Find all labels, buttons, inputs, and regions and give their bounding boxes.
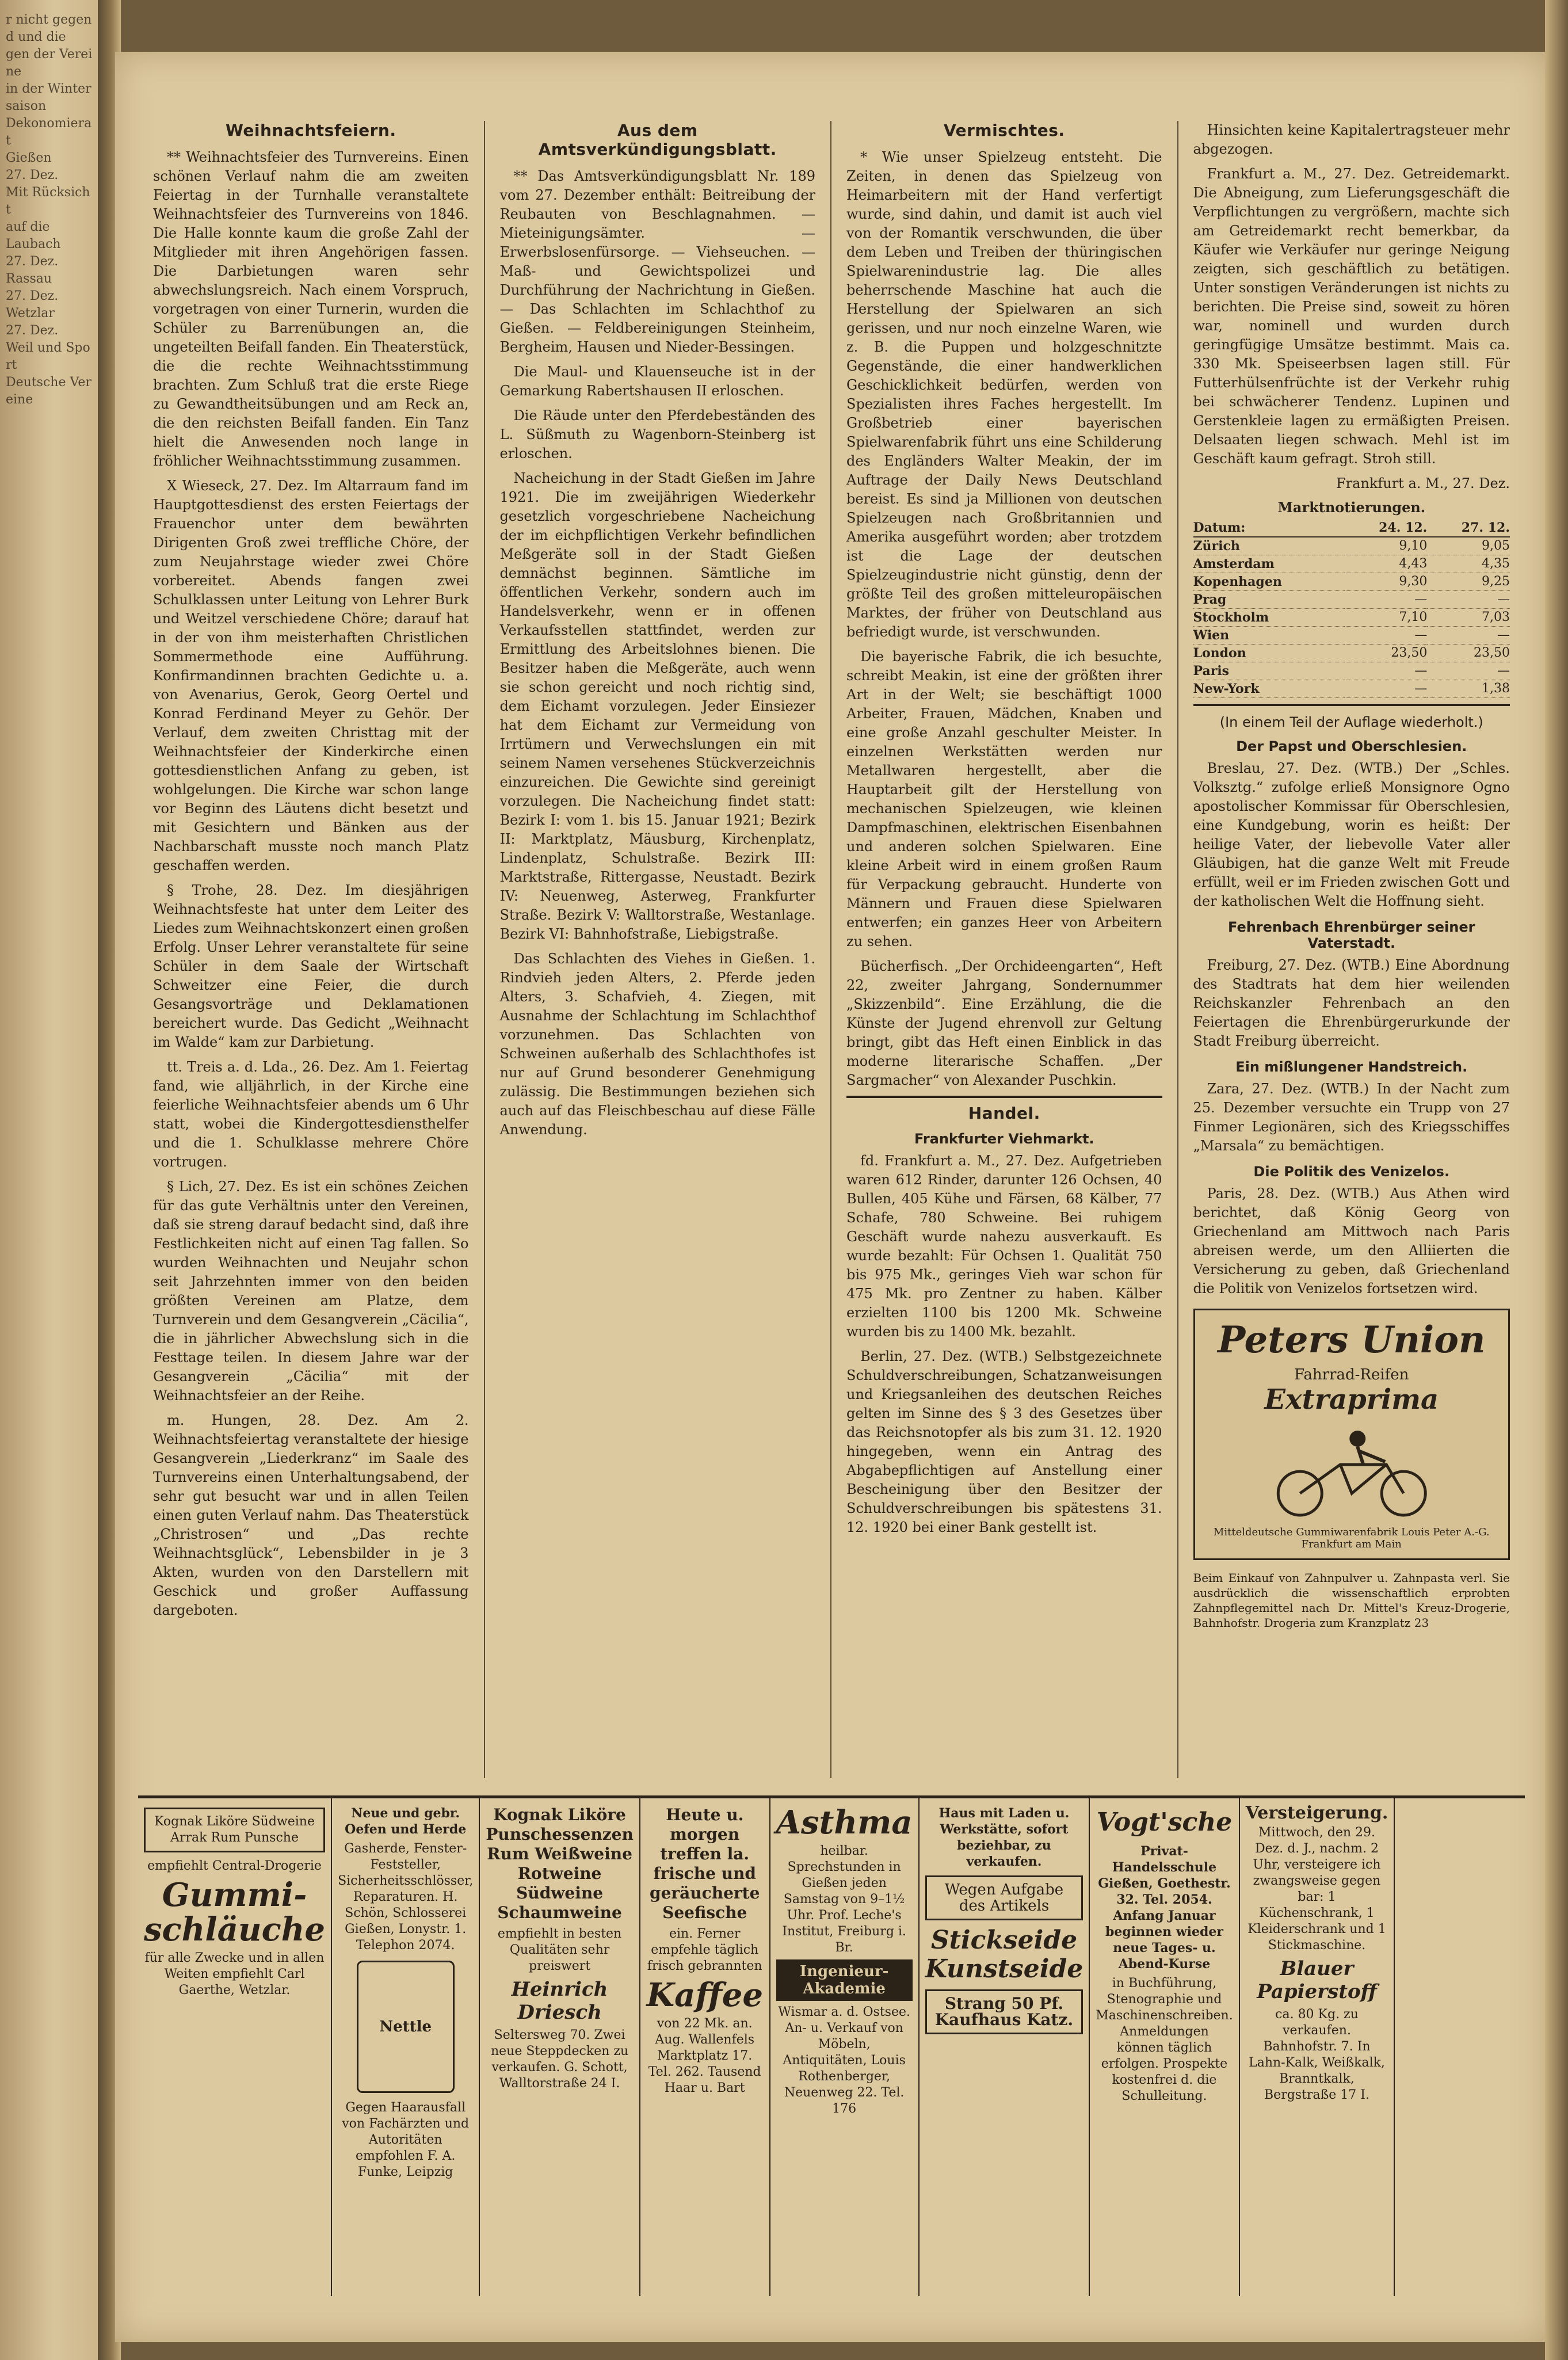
ad-text: Gasherde, Fenster-Feststeller, Sicherheitsschlösser, Reparaturen. H. Schön, Schlosserei Gießen, Lonystr. 1. Telephon 2074. [338, 1842, 474, 1953]
left-page-fragments: r nicht gegen d und die gen der Vereine in der Wintersaison Dekonomierat Gießen 27. Dez. Mit Rücksicht auf die Laubach 27. Dez. Rassau 27. Dez. Wetzlar 27. Dez. Weil und Sport Deutsche Vereine [6, 13, 93, 407]
table-cell: 1,38 [1427, 680, 1510, 698]
ad-headline: Asthma [776, 1804, 913, 1842]
table-cell: Paris [1193, 662, 1345, 680]
table-cell: Kopenhagen [1193, 573, 1345, 591]
table-row [1193, 573, 1510, 591]
article-paragraph: § Trohe, 28. Dez. Im diesjährigen Weihnachtsfeste hat unter dem Leiter des Liedes zum Weihnachtskonzert einen großen Erfolg. Unser Lehrer veranstaltete für seine Schüler in dem Saale der Wirtschaft Schweitzer eine Feier, die durch Gesangsvorträge und Deklamationen bereichert wurde. Das Gedicht „Weihnacht im Walde“ kam zur Darbietung. [153, 882, 469, 1050]
ad-small-text: in Buchführung, Stenographie und Maschinenschreiben. Anmeldungen können täglich erfolgen. Prospekte kostenfrei d. die Schulleitung. [1096, 1976, 1233, 2103]
section-heading: Der Papst und Oberschlesien. [1236, 738, 1467, 754]
ad-small-text: Wismar a. d. Ostsee. An- u. Verkauf von Möbeln, Antiquitäten, Louis Rothenberger, Neuenweg 22. Tel. 176 [778, 2005, 910, 2116]
handel-heading: Handel. [968, 1104, 1040, 1123]
market-dateline: Frankfurt a. M., 27. Dez. [1336, 475, 1510, 491]
table-row [1193, 609, 1510, 627]
article-paragraph: § Lich, 27. Dez. Es ist ein schönes Zeichen für das gute Verhältnis unter den Vereinen, daß sie streng darauf bedacht sind, daß ihre Festlichkeiten nicht auf einen Tag fallen. So wurden Weihnachten und Neujahr schon seit Jahrzehnten immer von den beiden größten Vereinen am Platze, dem Turnverein und dem Gesangverein „Cäcilia“, die in jährlicher Abwechslung sich in die Festtage teilen. In diesem Jahre war der Gesangverein „Cäcilia“ mit der Weihnachtsfeier an der Reihe. [153, 1179, 469, 1404]
article-paragraph: tt. Treis a. d. Lda., 26. Dez. Am 1. Feiertag fand, wie alljährlich, in der Kirche eine feierliche Weihnachtsfeier abends um 6 Uhr statt, wobei die Kindergottesdiensthelfer und die 1. Schulklasse mehrere Chöre vortrugen. [153, 1059, 469, 1170]
peters-union-ad [1193, 1309, 1510, 1560]
table-header: Datum: [1193, 519, 1345, 537]
column-heading: Weihnachtsfeiern. [226, 121, 396, 140]
ad-footer: Mitteldeutsche Gummiwarenfabrik Louis Peter A.-G. Frankfurt am Main [1213, 1526, 1490, 1550]
column-3 [831, 121, 1178, 1778]
ad-big-text: Kaffee [646, 1976, 763, 2014]
article-paragraph: Zara, 27. Dez. (WTB.) In der Nacht zum 25. Dezember versuchte ein Trupp von 27 Finmer Legionären, sich des Kriegsschiffes „Marsala“ zu bemächtigen. [1193, 1081, 1510, 1154]
table-cell: — [1345, 680, 1428, 698]
column-heading: Aus dem Amtsverkündigungsblatt. [538, 121, 777, 159]
newspaper-page [115, 52, 1548, 2342]
table-row [1193, 537, 1510, 555]
ad-headline: Vogt'sche [1096, 1808, 1233, 1837]
table-cell: 23,50 [1427, 645, 1510, 662]
ad-small-text: Strang 50 Pf. Kaufhaus Katz. [925, 1989, 1084, 2034]
article-paragraph: fd. Frankfurt a. M., 27. Dez. Aufgetrieben waren 612 Rinder, darunter 126 Ochsen, 40 Bullen, 405 Kühe und Färsen, 68 Kälber, 77 Schafe, 780 Schweine. Bei ruhigem Geschäft wurde nahezu ausverkauft. Es wurde bezahlt: Für Ochsen 1. Qualität 750 bis 975 Mk., geringes Vieh war schon für 475 Mk. pro Zentner zu haben. Kälber erzielten 1100 bis 1200 Mk. Schweine wurden bis zu 1400 Mk. bezahlt. [846, 1153, 1162, 1340]
ad-big-text: Gummi-schläuche [144, 1876, 326, 1949]
ad-text: ein. Ferner empfehle täglich frisch gebrannten [647, 1927, 762, 1973]
section-divider [846, 1096, 1162, 1098]
article-paragraph: Die Maul- und Klauenseuche ist in der Gemarkung Rabertshausen II erloschen. [499, 364, 815, 399]
table-cell: — [1345, 662, 1428, 680]
ad-subtitle: Fahrrad-Reifen [1294, 1366, 1409, 1383]
ad-big-text: Nettle [379, 2018, 432, 2035]
article-columns [138, 121, 1525, 1778]
table-cell: 4,43 [1345, 555, 1428, 573]
section-heading: Die Politik des Venizelos. [1253, 1164, 1450, 1180]
table-cell: Zürich [1193, 537, 1345, 555]
table-cell: — [1345, 591, 1428, 609]
ad-cell [920, 1798, 1090, 2296]
zahn-ad: Beim Einkauf von Zahnpulver u. Zahnpasta verl. Sie ausdrücklich die wissenschaftlich erprobten Zahnpflegemittel nach Dr. Mittel's Kreuz-Drogerie, Bahnhofstr. Drogeria zum Kranzplatz 23 [1193, 1571, 1510, 1630]
table-cell: — [1427, 591, 1510, 609]
article-paragraph: * Wie unser Spielzeug entsteht. Die Zeiten, in denen das Spielzeug von Heimarbeitern mit der Hand verfertigt wurde, sind dahin, und damit ist auch viel von der Romantik verschwunden, die über dem Leben und Treiben der thüringischen Spielwarenindustrie lag. Die alles beherrschende Maschine hat auch die Herstellung der Spielwaren an sich gerissen, und nur noch einzelne Waren, wie z. B. die Puppen und holzgeschnitzte Gegenstände, die einer handwerklichen Geschicklichkeit bedürfen, werden von Spezialisten ihres Faches hergestellt. Im Großbetrieb einer bayerischen Spielwarenfabrik führt uns eine Schilderung des Engländers Walter Meakin, der im Auftrage der Daily News Deutschland bereist. Es sind ja Millionen von deutschen Spielzeugen nach Großbritannien und Amerika ausgeführt worden; aber trotzdem ist die Lage der deutschen Spielzeugindustrie nicht günstig, denn der größte Teil des großen mitteleuropäischen Marktes, der früher von Deutschland aus befriedigt wurde, ist verschwunden. [846, 149, 1162, 640]
ad-text: Wegen Aufgabe des Artikels [925, 1875, 1084, 1920]
table-cell: 7,03 [1427, 609, 1510, 627]
article-paragraph: Berlin, 27. Dez. (WTB.) Selbstgezeichnete Schuldverschreibungen, Schatzanweisungen und Kriegsanleihen des deutschen Reiches gelten im Sinne des § 3 des Gesetzes über das Reichsnotopfer als bis zum 31. 12. 1920 hingegeben, wenn ein Antrag des Abgabepflichtigen auf Anstellung einer Bescheinigung über den Besitzer der Schuldverschreibungen bis spätestens 31. 12. 1920 bei einer Bank gestellt ist. [846, 1348, 1162, 1535]
table-cell: Wien [1193, 627, 1345, 645]
ad-big-text: Stickseide Kunstseide [925, 1926, 1084, 1984]
column-4 [1178, 121, 1525, 1778]
repeat-note: (In einem Teil der Auflage wiederholt.) [1219, 714, 1483, 730]
handel-subheading: Frankfurter Viehmarkt. [914, 1131, 1094, 1147]
article-paragraph: X Wieseck, 27. Dez. Im Altarraum fand im Hauptgottesdienst des ersten Feiertags der Frauenchor unter dem bewährten Dirigenten Groß zwei treffliche Chöre, der zum Neujahrstage wieder zwei Chöre vorbereitet. Abends fangen zwei Schulklassen unter Leitung von Lehrer Burk und Weitzel verschiedene Chöre; darauf hat in der von ihm meisterhaften Christlichen Sommermethode eine Aufführung. Konfirmandinnen brachten Gedichte u. a. von Avenarius, Gerok, Georg Oertel und Konrad Ferdinand Meyer zu Gehör. Der Verlauf, dem zweiten Christtag mit der Weihnachtsfeier der Kinderkirche einen gottesdienstlichen Anfang zu geben, ist wohlgelungen. Die Kirche war schon lange vor Beginn des Läutens dicht besetzt und mit Gesichtern und Bänken aus der Nachbarschaft musste noch manch Platz geschaffen werden. [153, 478, 469, 874]
article-paragraph: ** Weihnachtsfeier des Turnvereins. Einen schönen Verlauf nahm die am zweiten Feiertag in der Turnhalle veranstaltete Weihnachtsfeier des Turnvereins von 1846. Die Halle konnte kaum die große Zahl der Mitglieder mit ihren Angehörigen fassen. Die Darbietungen waren sehr abwechslungsreich. Nach einem Vorspruch, vorgetragen von einer Turnerin, wurden die Schüler zu Barrenübungen an, die ungeteilten Beifall fanden. Ein Theaterstück, die die rechte Weihnachtsstimmung brachten. Zum Schluß trat die erste Riege zu Gewandtheitsübungen und am Reck an, die den reichsten Beifall fanden. Ein Tanz hielt die Anwesenden noch lange in fröhlicher Weihnachtsstimmung zusammen. [153, 149, 469, 469]
ad-big-text: Ingenieur-Akademie [776, 1959, 913, 2001]
ad-small-text: von 22 Mk. an. Aug. Wallenfels Marktplatz 17. Tel. 262. Tausend Haar u. Bart [648, 2016, 761, 2095]
page-edge [1545, 0, 1568, 2360]
ad-small-text: Gegen Haarausfall von Fachärzten und Autoritäten empfohlen F. A. Funke, Leipzig [342, 2100, 470, 2179]
table-cell: — [1345, 627, 1428, 645]
section-heading: Ein mißlungener Handstreich. [1235, 1059, 1468, 1075]
table-row [1193, 591, 1510, 609]
column-heading: Vermischtes. [943, 121, 1065, 140]
table-cell: 23,50 [1345, 645, 1428, 662]
table-header-row [1193, 519, 1510, 537]
table-cell: New-York [1193, 680, 1345, 698]
table-cell: Amsterdam [1193, 555, 1345, 573]
ad-headline: Kognak Liköre Südweine Arrak Rum Punsche [144, 1808, 325, 1852]
ad-headline: Haus mit Laden u. Werkstätte, sofort beziehbar, zu verkaufen. [938, 1806, 1070, 1869]
article-paragraph: Das Schlachten des Viehes in Gießen. 1. Rindvieh jeden Alters, 2. Pferde jeden Alters, 3. Schafvieh, 4. Ziegen, mit Ausnahme der Schlachtung im Schlachthof vorzunehmen. Das Schlachten von Schweinen außerhalb des Schlachthofes ist nur auf Grund besonderer Genehmigung zulässig. Die Bestimmungen beziehen sich auch auf das Fleischbeschau auf diese Fälle Anwendung. [499, 951, 815, 1138]
ad-text: Privat-Handelsschule Gießen, Goethestr. 32. Tel. 2054. Anfang Januar beginnen wieder neue Tages- u. Abend-Kurse [1098, 1844, 1231, 1972]
ad-text: Mittwoch, den 29. Dez. d. J., nachm. 2 Uhr, versteigere ich zwangsweise gegen bar: 1 Küchenschrank, 1 Kleiderschrank und 1 Stickmaschine. [1247, 1825, 1386, 1953]
hair-tonic-bottle-icon [357, 1961, 455, 2093]
ad-text: heilbar. Sprechstunden in Gießen jeden Samstag von 9–1½ Uhr. Prof. Leche's Institut, Freiburg i. Br. [782, 1844, 906, 1955]
ad-cell [640, 1798, 770, 2296]
ad-brand: Peters Union [1218, 1318, 1486, 1362]
table-cell: Prag [1193, 591, 1345, 609]
table-cell: 7,10 [1345, 609, 1428, 627]
article-paragraph: Bücherfisch. „Der Orchideengarten“, Heft 22, zweiter Jahrgang, Sondernummer „Skizzenbild“. Eine Erzählung, die die Künste der Jugend ehrenvoll zur Geltung bringt, gibt das Heft einen Einblick in das moderne literarische Schaffen. „Der Sargmacher“ von Alexander Puschkin. [846, 958, 1162, 1088]
section-heading: Fehrenbach Ehrenbürger seiner Vaterstadt. [1228, 919, 1475, 951]
section-divider [1193, 704, 1510, 706]
table-cell: 4,35 [1427, 555, 1510, 573]
table-cell: 9,10 [1345, 537, 1428, 555]
ad-small-text: Seltersweg 70. Zwei neue Steppdecken zu verkaufen. G. Schott, Walltorstraße 24 I. [490, 2028, 629, 2091]
article-paragraph: Die bayerische Fabrik, die ich besuchte, schreibt Meakin, ist eine der größten ihrer Art in der Welt; sie beschäftigt 1000 Arbeiter, Frauen, Mädchen, Knaben und eine große Anzahl geschulter Meister. In einzelnen Werkstätten werden nur Metallwaren hergestellt, aber die Hauptarbeit gilt der Herstellung von mechanischen Spielzeugen, wie kleinen Dampfmaschinen, elektrischen Eisenbahnen und anderen solchen Spielwaren. Eine kleine Arbeit wird in einem großen Raum für Verpackung gebraucht. Hunderte von Männern und Frauen diese Spielwaren entwerfen; ein ganzes Heer von Arbeitern zu sehen. [846, 649, 1162, 950]
ad-cell [1090, 1798, 1239, 2296]
table-cell: — [1427, 627, 1510, 645]
column-1 [138, 121, 485, 1778]
table-cell: 9,05 [1427, 537, 1510, 555]
table-cell: 9,25 [1427, 573, 1510, 591]
article-paragraph: Breslau, 27. Dez. (WTB.) Der „Schles. Volksztg.“ zufolge erließ Monsignore Ogno apostolischer Kommissar für Oberschlesien, eine Kundgebung, worin es heißt: Der heilige Vater, der liebevolle Vater aller Gläubigen, hat die ganze Welt mit Freude erfüllt, weil er im Frieden zwischen Gott und der katholischen Welt die Hoffnung sieht. [1193, 760, 1510, 909]
table-row [1193, 627, 1510, 645]
table-cell: — [1427, 662, 1510, 680]
ad-cell [480, 1798, 640, 2296]
ad-big-text: Heinrich Driesch [511, 1978, 608, 2024]
article-paragraph: Nacheichung in der Stadt Gießen im Jahre 1921. Die im zweijährigen Wiederkehr gesetzlich vorgeschriebene Nacheichung der im eichpflichtigen Verkehr befindlichen Meßgeräte soll in der Stadt Gießen demnächst beginnen. Sämtliche im öffentlichen Verkehr, sondern auch im Handelsverkehr, wenn er in offenen Verkaufsstellen stattfindet, werden zur Ermittlung des Arbeitslohnes bienen. Die Besitzer haben die Meßgeräte, auch wenn sie schon gereicht und noch richtig sind, dem Eichamt vorzulegen. Jeder Einsiezer hat dem Eichamt zur Vermeidung von Irrtümern und Verwechslungen ein mit seinem Namen versehenes Stückverzeichnis einzureichen. Die Gewichte sind gereinigt vorzulegen. Die Nacheichung findet statt: Bezirk I: vom 1. bis 15. Januar 1921; Bezirk II: Marktplatz, Mäusburg, Kirchenplatz, Lindenplatz, Schulstraße. Bezirk III: Marktstraße, Rittergasse, Neustadt. Bezirk IV: Neuenweg, Asterweg, Frankfurter Straße. Bezirk V: Walltorstraße, Westanlage. Bezirk VI: Bahnhofstraße, Liebigstraße. [499, 470, 815, 942]
table-header: 27. 12. [1427, 519, 1510, 537]
ad-headline: Heute u. morgen treffen la. frische und geräucherte Seefische [650, 1805, 760, 1922]
table-row [1193, 680, 1510, 698]
left-page-sliver [0, 0, 98, 2360]
table-row [1193, 645, 1510, 662]
ad-cell [1240, 1798, 1395, 2296]
article-paragraph: Frankfurt a. M., 27. Dez. Getreidemarkt. Die Abneigung, zum Lieferungsgeschäft die Verpflichtungen zu vergrößern, machte sich am Getreidemarkt recht bemerkbar, da Käufer wie Verkäufer nur geringe Neigung zeigten, sich geschäftlich zu betätigen. Unter sonstigen Veränderungen ist nichts zu berichten. Die Preise sind, soweit zu hören war, nominell und wurden durch geringfügige Umsätze bestimmt. Mais ca. 330 Mk. Speiseerbsen lagen still. Für Futterhülsenfrüchte ist der Verkehr ruhig bei schwächerer Tendenz. Lupinen und Gerstenkleie lagen zu ermäßigten Preisen. Delsaaten liegen schwach. Mehl ist im Geschäft kaum gefragt. Stroh still. [1193, 166, 1510, 467]
table-row [1193, 555, 1510, 573]
table-cell: London [1193, 645, 1345, 662]
classified-ads [138, 1795, 1525, 2296]
article-paragraph: Hinsichten keine Kapitalertragsteuer mehr abgezogen. [1193, 122, 1510, 157]
table-cell: Stockholm [1193, 609, 1345, 627]
column-2 [485, 121, 832, 1778]
article-paragraph: m. Hungen, 28. Dez. Am 2. Weihnachtsfeiertag veranstaltete der hiesige Gesangverein „Liederkranz“ im Saale des Turnvereins einen Unterhaltungsabend, der sehr gut besucht war und in allen Teilen einen guten Verlauf nahm. Das Theaterstück „Christrosen“ und „Das rechte Weihnachtsglück“, Lebensbilder in je 3 Akten, wurden von den Darstellern mit Geschick und großer Auffassung dargeboten. [153, 1412, 469, 1618]
article-paragraph: Die Räude unter den Pferdebeständen des L. Süßmuth zu Wagenborn-Steinberg ist erloschen. [499, 407, 815, 462]
table-row [1193, 662, 1510, 680]
ad-headline: Kognak Liköre Punschessenzen Rum Weißweine Rotweine Südweine Schaumweine [486, 1805, 634, 1922]
ad-text: empfiehlt in besten Qualitäten sehr preiswert [497, 1927, 622, 1973]
market-title: Marktnotierungen. [1277, 499, 1426, 516]
article-paragraph: Freiburg, 27. Dez. (WTB.) Eine Abordnung des Stadtrats hat dem hier weilenden Reichskanzler Fehrenbach an den Feiertagen die Ehrenbürgerurkunde der Stadt Freiburg überreicht. [1193, 957, 1510, 1049]
table-header: 24. 12. [1345, 519, 1428, 537]
article-paragraph: Paris, 28. Dez. (WTB.) Aus Athen wird berichtet, daß König Georg von Griechenland am Mittwoch nach Paris abreisen werde, um den Alliierten die Versicherung zu geben, daß Griechenland die Politik von Venizelos fortsetzen wird. [1193, 1185, 1510, 1297]
bicycle-rider-icon [1203, 1421, 1501, 1519]
ad-small-text: ca. 80 Kg. zu verkaufen. Bahnhofstr. 7. In Lahn-Kalk, Weißkalk, Branntkalk, Bergstraße 17 I. [1249, 2007, 1385, 2102]
ad-text: empfiehlt Central-Drogerie [147, 1859, 322, 1873]
ad-slogan: Extraprima [1264, 1383, 1439, 1416]
ad-headline: Neue und gebr. Oefen und Herde [345, 1806, 467, 1837]
ad-cell-empty [1395, 1798, 1525, 2296]
ad-cell [770, 1798, 920, 2296]
market-table [1193, 519, 1510, 698]
ad-headline: Versteigerung. [1245, 1803, 1388, 1823]
table-cell: 9,30 [1345, 573, 1428, 591]
ad-cell [138, 1798, 332, 2296]
ad-big-text: Blauer Papierstoff [1257, 1957, 1377, 2003]
ad-cell [332, 1798, 480, 2296]
ad-small-text: für alle Zwecke und in allen Weiten empfiehlt Carl Gaerthe, Wetzlar. [144, 1951, 325, 1997]
article-paragraph: ** Das Amtsverkündigungsblatt Nr. 189 vom 27. Dezember enthält: Beitreibung der Reubauten von Beschlagnahmen. — Mieteinigungsämter. — Erwerbslosenfürsorge. — Viehseuchen. — Maß- und Gewichtspolizei und Durchführung der Nachrichtung in Gießen. — Das Schlachten im Schlachthof zu Gießen. — Feldbereinigungen Steinheim, Bergheim, Hausen und Nieder-Bessingen. [499, 168, 815, 355]
